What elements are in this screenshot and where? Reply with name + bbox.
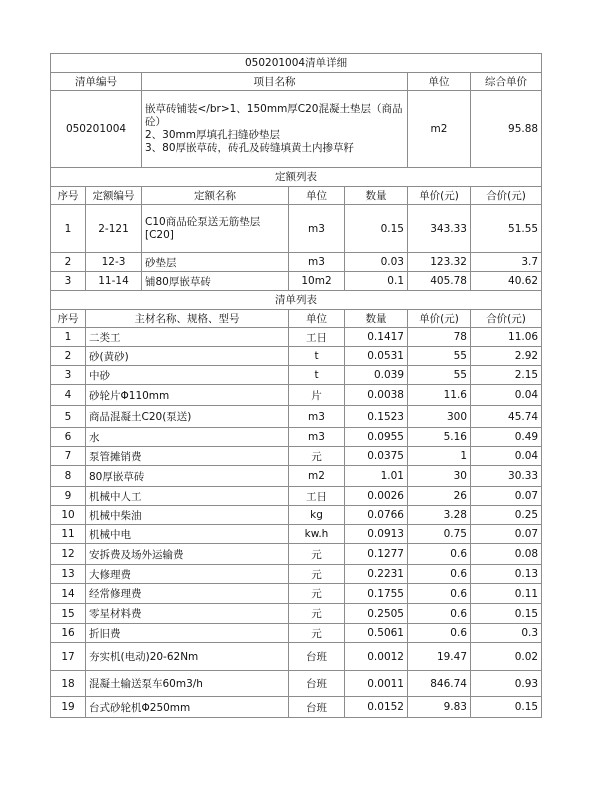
material-unit: t bbox=[289, 366, 345, 385]
quota-name: 砂垫层 bbox=[142, 253, 289, 272]
material-no: 12 bbox=[51, 544, 86, 565]
material-total: 0.13 bbox=[471, 565, 542, 584]
material-price: 846.74 bbox=[408, 671, 471, 697]
material-no: 3 bbox=[51, 366, 86, 385]
quota-col-header: 序号 bbox=[51, 186, 86, 205]
name-header: 项目名称 bbox=[142, 72, 408, 91]
material-no: 5 bbox=[51, 406, 86, 428]
quota-col-header: 数量 bbox=[345, 186, 408, 205]
price-header: 综合单价 bbox=[471, 72, 542, 91]
material-price: 0.6 bbox=[408, 604, 471, 624]
material-total: 0.02 bbox=[471, 643, 542, 671]
material-unit: m3 bbox=[289, 406, 345, 428]
material-unit: 元 bbox=[289, 584, 345, 604]
material-qty: 0.5061 bbox=[345, 624, 408, 643]
material-price: 55 bbox=[408, 366, 471, 385]
material-qty: 0.2231 bbox=[345, 565, 408, 584]
material-no: 6 bbox=[51, 428, 86, 447]
item-header-row bbox=[51, 72, 542, 91]
table-title: 050201004清单详细 bbox=[51, 54, 542, 73]
material-name: 夯实机(电动)20-62Nm bbox=[86, 643, 289, 671]
material-unit: 元 bbox=[289, 544, 345, 565]
material-qty: 0.0531 bbox=[345, 347, 408, 366]
material-unit: 台班 bbox=[289, 671, 345, 697]
quota-qty: 0.1 bbox=[345, 272, 408, 291]
material-name: 砂轮片Φ110mm bbox=[86, 385, 289, 406]
quota-col-header: 定额编号 bbox=[86, 186, 142, 205]
material-qty: 0.1523 bbox=[345, 406, 408, 428]
quota-no: 3 bbox=[51, 272, 86, 291]
material-row bbox=[51, 584, 542, 604]
material-unit: 台班 bbox=[289, 697, 345, 718]
material-unit: t bbox=[289, 347, 345, 366]
material-qty: 0.0913 bbox=[345, 525, 408, 544]
material-name: 零星材料费 bbox=[86, 604, 289, 624]
quota-col-header: 合价(元) bbox=[471, 186, 542, 205]
material-name: 砂(黄砂) bbox=[86, 347, 289, 366]
quota-price: 343.33 bbox=[408, 205, 471, 253]
item-row bbox=[51, 91, 542, 168]
material-price: 9.83 bbox=[408, 697, 471, 718]
material-qty: 0.0012 bbox=[345, 643, 408, 671]
quota-name: 铺80厚嵌草砖 bbox=[142, 272, 289, 291]
material-col-header: 主材名称、规格、型号 bbox=[86, 309, 289, 328]
material-qty: 1.01 bbox=[345, 466, 408, 487]
material-unit: m3 bbox=[289, 428, 345, 447]
item-code: 050201004 bbox=[51, 91, 142, 168]
item-name-line: 3、80厚嵌草砖，砖孔及砖缝填黄土内掺草籽 bbox=[145, 142, 355, 154]
material-unit: 元 bbox=[289, 565, 345, 584]
material-unit: 台班 bbox=[289, 643, 345, 671]
material-row bbox=[51, 385, 542, 406]
quota-col-header: 单价(元) bbox=[408, 186, 471, 205]
quota-row bbox=[51, 205, 542, 253]
material-no: 13 bbox=[51, 565, 86, 584]
material-price: 0.75 bbox=[408, 525, 471, 544]
material-unit: 工日 bbox=[289, 328, 345, 347]
material-total: 0.04 bbox=[471, 385, 542, 406]
material-name: 台式砂轮机Φ250mm bbox=[86, 697, 289, 718]
material-row bbox=[51, 366, 542, 385]
material-unit: 元 bbox=[289, 447, 345, 466]
quota-total: 3.7 bbox=[471, 253, 542, 272]
quota-qty: 0.15 bbox=[345, 205, 408, 253]
material-name: 商品混凝土C20(泵送) bbox=[86, 406, 289, 428]
material-total: 2.92 bbox=[471, 347, 542, 366]
material-name: 水 bbox=[86, 428, 289, 447]
material-name: 安拆费及场外运输费 bbox=[86, 544, 289, 565]
material-no: 17 bbox=[51, 643, 86, 671]
material-name: 二类工 bbox=[86, 328, 289, 347]
material-name: 中砂 bbox=[86, 366, 289, 385]
material-name: 折旧费 bbox=[86, 624, 289, 643]
quota-section-row bbox=[51, 168, 542, 187]
quota-unit: m3 bbox=[289, 253, 345, 272]
material-total: 0.07 bbox=[471, 525, 542, 544]
quota-section-title: 定额列表 bbox=[51, 168, 542, 187]
material-qty: 0.0011 bbox=[345, 671, 408, 697]
material-price: 19.47 bbox=[408, 643, 471, 671]
material-row bbox=[51, 347, 542, 366]
material-total: 11.06 bbox=[471, 328, 542, 347]
material-price: 0.6 bbox=[408, 544, 471, 565]
material-no: 2 bbox=[51, 347, 86, 366]
quota-price: 405.78 bbox=[408, 272, 471, 291]
material-no: 15 bbox=[51, 604, 86, 624]
material-qty: 0.0375 bbox=[345, 447, 408, 466]
material-total: 0.93 bbox=[471, 671, 542, 697]
material-no: 14 bbox=[51, 584, 86, 604]
material-price: 5.16 bbox=[408, 428, 471, 447]
material-row bbox=[51, 624, 542, 643]
material-row bbox=[51, 506, 542, 525]
material-row bbox=[51, 565, 542, 584]
material-price: 55 bbox=[408, 347, 471, 366]
material-qty: 0.0152 bbox=[345, 697, 408, 718]
quota-code: 12-3 bbox=[86, 253, 142, 272]
material-total: 0.11 bbox=[471, 584, 542, 604]
material-total: 0.04 bbox=[471, 447, 542, 466]
material-name: 大修理费 bbox=[86, 565, 289, 584]
quota-qty: 0.03 bbox=[345, 253, 408, 272]
material-price: 11.6 bbox=[408, 385, 471, 406]
quota-row bbox=[51, 272, 542, 291]
material-qty: 0.1417 bbox=[345, 328, 408, 347]
material-total: 0.07 bbox=[471, 487, 542, 506]
quota-total: 51.55 bbox=[471, 205, 542, 253]
material-price: 1 bbox=[408, 447, 471, 466]
item-name-line: 嵌草砖铺装</br>1、150mm厚C20混凝土垫层（商品砼） bbox=[145, 103, 403, 128]
material-unit: m2 bbox=[289, 466, 345, 487]
material-row bbox=[51, 544, 542, 565]
quota-col-header: 单位 bbox=[289, 186, 345, 205]
material-col-header: 合价(元) bbox=[471, 309, 542, 328]
material-price: 26 bbox=[408, 487, 471, 506]
quota-unit: 10m2 bbox=[289, 272, 345, 291]
material-no: 18 bbox=[51, 671, 86, 697]
material-no: 8 bbox=[51, 466, 86, 487]
material-price: 300 bbox=[408, 406, 471, 428]
title-row bbox=[51, 54, 542, 73]
material-price: 0.6 bbox=[408, 565, 471, 584]
material-name: 泵管摊销费 bbox=[86, 447, 289, 466]
material-no: 19 bbox=[51, 697, 86, 718]
material-row bbox=[51, 671, 542, 697]
material-unit: 片 bbox=[289, 385, 345, 406]
material-qty: 0.2505 bbox=[345, 604, 408, 624]
material-qty: 0.1277 bbox=[345, 544, 408, 565]
material-qty: 0.039 bbox=[345, 366, 408, 385]
material-col-header: 数量 bbox=[345, 309, 408, 328]
material-name: 机械中柴油 bbox=[86, 506, 289, 525]
quota-header-row bbox=[51, 186, 542, 205]
material-price: 78 bbox=[408, 328, 471, 347]
quota-no: 2 bbox=[51, 253, 86, 272]
item-name-line: 2、30mm厚填孔扫缝砂垫层 bbox=[145, 129, 280, 141]
material-name: 混凝土输送泵车60m3/h bbox=[86, 671, 289, 697]
material-price: 3.28 bbox=[408, 506, 471, 525]
material-total: 45.74 bbox=[471, 406, 542, 428]
code-header: 清单编号 bbox=[51, 72, 142, 91]
quota-no: 1 bbox=[51, 205, 86, 253]
quota-code: 2-121 bbox=[86, 205, 142, 253]
material-price: 0.6 bbox=[408, 624, 471, 643]
material-name: 机械中人工 bbox=[86, 487, 289, 506]
material-row bbox=[51, 604, 542, 624]
item-name bbox=[142, 91, 408, 168]
material-row bbox=[51, 487, 542, 506]
material-no: 1 bbox=[51, 328, 86, 347]
material-price: 30 bbox=[408, 466, 471, 487]
quota-code: 11-14 bbox=[86, 272, 142, 291]
material-unit: kg bbox=[289, 506, 345, 525]
material-row bbox=[51, 328, 542, 347]
material-row bbox=[51, 428, 542, 447]
material-total: 0.08 bbox=[471, 544, 542, 565]
material-total: 0.25 bbox=[471, 506, 542, 525]
quota-total: 40.62 bbox=[471, 272, 542, 291]
material-total: 0.49 bbox=[471, 428, 542, 447]
material-qty: 0.1755 bbox=[345, 584, 408, 604]
unit-header: 单位 bbox=[408, 72, 471, 91]
material-no: 4 bbox=[51, 385, 86, 406]
material-total: 0.15 bbox=[471, 604, 542, 624]
material-name: 80厚嵌草砖 bbox=[86, 466, 289, 487]
material-row bbox=[51, 643, 542, 671]
material-row bbox=[51, 447, 542, 466]
material-row bbox=[51, 406, 542, 428]
material-unit: 元 bbox=[289, 624, 345, 643]
material-price: 0.6 bbox=[408, 584, 471, 604]
material-no: 7 bbox=[51, 447, 86, 466]
material-no: 9 bbox=[51, 487, 86, 506]
item-price: 95.88 bbox=[471, 91, 542, 168]
material-col-header: 序号 bbox=[51, 309, 86, 328]
quota-price: 123.32 bbox=[408, 253, 471, 272]
material-row bbox=[51, 697, 542, 718]
detail-table bbox=[50, 53, 542, 718]
material-unit: 工日 bbox=[289, 487, 345, 506]
material-qty: 0.0038 bbox=[345, 385, 408, 406]
material-total: 0.3 bbox=[471, 624, 542, 643]
quota-name: C10商品砼泵送无筋垫层[C20] bbox=[142, 205, 289, 253]
material-total: 0.15 bbox=[471, 697, 542, 718]
material-section-row bbox=[51, 291, 542, 310]
material-qty: 0.0766 bbox=[345, 506, 408, 525]
material-row bbox=[51, 466, 542, 487]
material-no: 11 bbox=[51, 525, 86, 544]
item-unit: m2 bbox=[408, 91, 471, 168]
material-unit: kw.h bbox=[289, 525, 345, 544]
material-unit: 元 bbox=[289, 604, 345, 624]
material-name: 经常修理费 bbox=[86, 584, 289, 604]
quota-col-header: 定额名称 bbox=[142, 186, 289, 205]
material-header-row bbox=[51, 309, 542, 328]
material-col-header: 单价(元) bbox=[408, 309, 471, 328]
material-qty: 0.0026 bbox=[345, 487, 408, 506]
material-total: 2.15 bbox=[471, 366, 542, 385]
material-no: 16 bbox=[51, 624, 86, 643]
material-qty: 0.0955 bbox=[345, 428, 408, 447]
material-col-header: 单位 bbox=[289, 309, 345, 328]
material-row bbox=[51, 525, 542, 544]
material-section-title: 清单列表 bbox=[51, 291, 542, 310]
quota-unit: m3 bbox=[289, 205, 345, 253]
quota-row bbox=[51, 253, 542, 272]
material-no: 10 bbox=[51, 506, 86, 525]
material-total: 30.33 bbox=[471, 466, 542, 487]
material-name: 机械中电 bbox=[86, 525, 289, 544]
